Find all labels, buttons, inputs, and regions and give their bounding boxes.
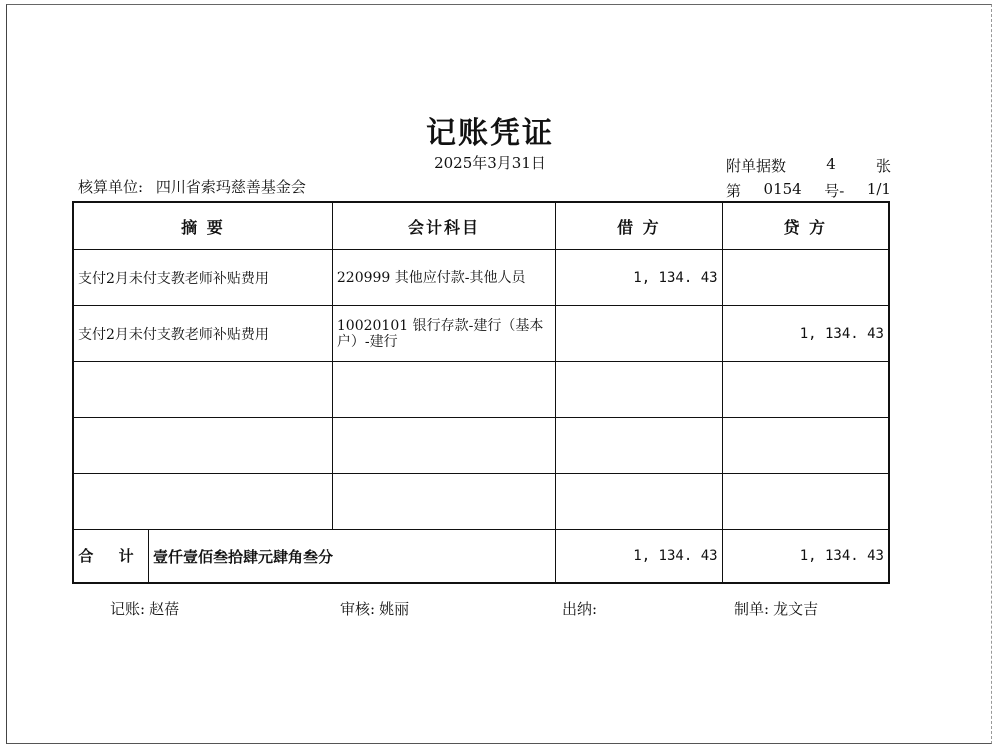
column-header-account: 会计科目 [332,202,555,250]
auditor-name: 姚丽 [379,600,410,618]
table-row [73,362,889,418]
voucher-number-value: 0154 [763,180,802,198]
voucher-table [72,201,890,584]
cashier-label: 出纳: [562,600,598,618]
preparer-name: 龙文吉 [773,600,819,618]
row-summary: 支付2月未付支教老师补贴费用 [73,250,332,306]
row-account [332,474,555,530]
table-row [73,306,889,362]
row-account [332,418,555,474]
column-header-credit: 贷 方 [722,202,889,250]
bookkeeper [110,598,179,619]
voucher-prefix: 第 [726,182,742,200]
row-debit [556,362,722,418]
unit-label: 核算单位: [78,178,144,196]
voucher-date: 2025年3月31日 [434,154,546,172]
voucher-suffix: 号- [824,182,845,200]
unit-name: 四川省索玛慈善基金会 [155,178,306,196]
row-credit [722,362,889,418]
row-credit [722,474,889,530]
voucher-number [726,180,891,201]
amount-in-words: 壹仟壹佰叁拾肆元肆角叁分 [153,547,334,566]
row-credit [722,250,889,306]
row-debit [556,306,722,362]
row-debit [556,474,722,530]
total-debit: 1, 134. 43 [556,530,722,584]
row-summary [73,362,332,418]
column-header-debit: 借 方 [556,202,722,250]
cashier [562,598,601,619]
table-header-row [73,202,889,250]
total-summary-cell [73,530,556,584]
row-account [332,362,555,418]
row-summary [73,474,332,530]
row-debit: 1, 134. 43 [556,250,722,306]
row-summary: 支付2月未付支教老师补贴费用 [73,306,332,362]
auditor [340,598,409,619]
row-credit: 1, 134. 43 [722,306,889,362]
row-debit [556,418,722,474]
total-row [73,530,889,584]
row-credit [722,418,889,474]
row-summary [73,418,332,474]
preparer [734,598,818,619]
column-header-summary: 摘 要 [73,202,332,250]
accounting-unit [78,176,306,197]
total-label: 合 计 [74,530,149,582]
preparer-label: 制单: [734,600,770,618]
voucher-page: 1/1 [866,180,891,198]
bookkeeper-label: 记账: [110,600,146,618]
table-row [73,418,889,474]
table-row [73,474,889,530]
row-account: 10020101 银行存款-建行（基本户）-建行 [332,306,555,362]
row-account: 220999 其他应付款-其他人员 [332,250,555,306]
attach-unit: 张 [875,157,891,175]
total-credit: 1, 134. 43 [722,530,889,584]
auditor-label: 审核: [340,600,376,618]
attach-count: 4 [826,155,836,173]
bookkeeper-name: 赵蓓 [149,600,180,618]
voucher-title: 记账凭证 [426,116,554,151]
attach-label: 附单据数 [726,157,787,175]
attachment-count [726,155,891,176]
table-row [73,250,889,306]
